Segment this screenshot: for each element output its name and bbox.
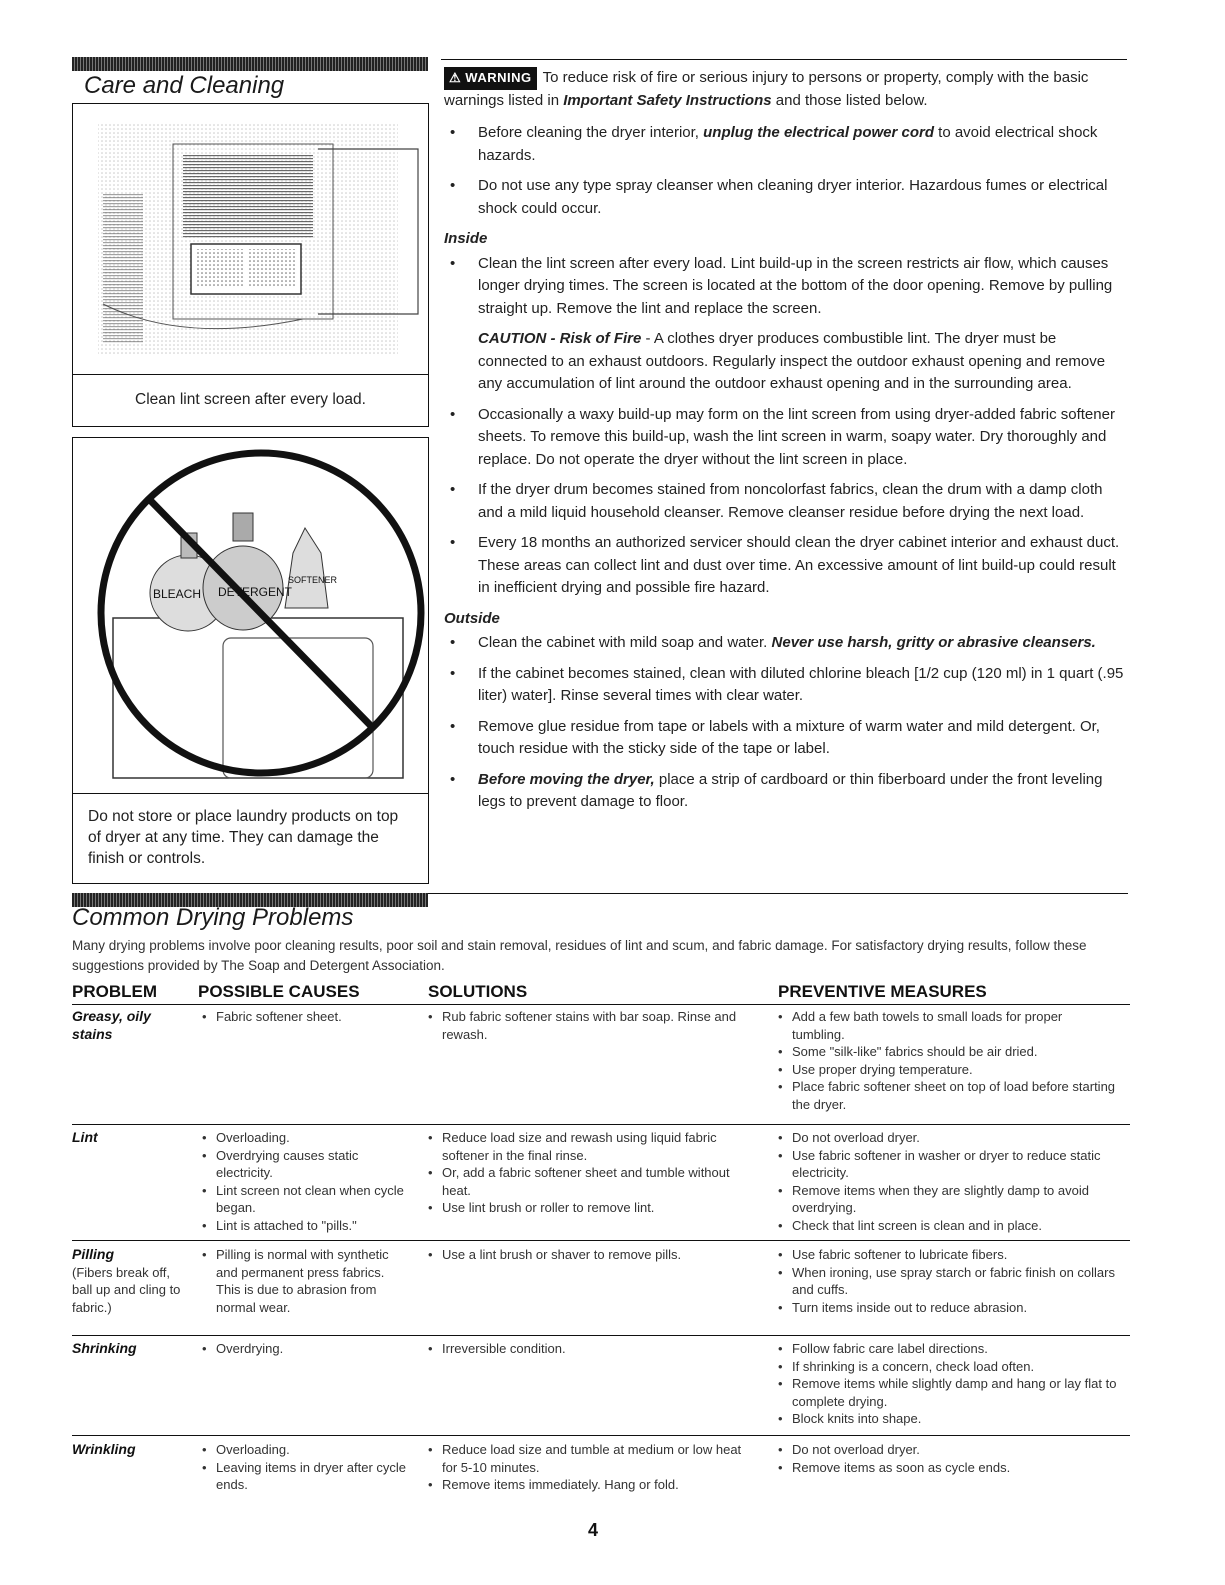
caution-text: - A clothes dryer produces combustible lint. The dryer must be connected to an exhaust outdoors. Regularly inspect the outdoor exhaust opening and remove any accumulation of lint around the outdoor exhaust opening and in the surrounding area. bbox=[478, 330, 1106, 392]
lint-screen-illustration bbox=[73, 104, 428, 374]
list-item: • Or, add a fabric softener sheet and tumble without heat. bbox=[428, 1164, 748, 1199]
problem-cell: Shrinking bbox=[72, 1340, 137, 1356]
list-item: • Lint screen not clean when cycle began. bbox=[202, 1182, 407, 1217]
list-item: • Use fabric softener to lubricate fibers. bbox=[778, 1246, 1118, 1264]
inside-3-text: If the dryer drum becomes stained from noncolorfast fabrics, clean the drum with a damp cloth and a mild liquid household cleanser. Remove cleanser residue before drying the next load. bbox=[478, 481, 1103, 521]
col-header-problem: PROBLEM bbox=[72, 982, 157, 1001]
warning-badge: ⚠ WARNING bbox=[444, 67, 537, 90]
list-item: • Overloading. bbox=[202, 1441, 407, 1459]
list-item bbox=[444, 532, 1128, 600]
table-row bbox=[72, 1340, 1130, 1434]
col-header-solutions: SOLUTIONS bbox=[428, 982, 528, 1001]
measures-cell bbox=[778, 1441, 1118, 1476]
list-item: • Reduce load size and rewash using liquid fabric softener in the final rinse. bbox=[428, 1129, 748, 1164]
list-item bbox=[444, 253, 1128, 396]
measures-cell bbox=[778, 1008, 1118, 1113]
warning-text-c: and those listed below. bbox=[771, 91, 928, 109]
bleach-label: BLEACH bbox=[153, 587, 202, 601]
col-header-causes: POSSIBLE CAUSES bbox=[198, 982, 360, 1001]
caution-paragraph bbox=[478, 328, 1128, 396]
problem-label: Pilling bbox=[72, 1246, 114, 1262]
general-2-text: Do not use any type spray cleanser when cleaning dryer interior. Hazardous fumes or electrical shock could occur. bbox=[478, 177, 1108, 217]
list-item: • Reduce load size and tumble at medium or low heat for 5-10 minutes. bbox=[428, 1441, 748, 1476]
col-header-measures: PREVENTIVE MEASURES bbox=[778, 982, 987, 1001]
list-item: • Leaving items in dryer after cycle ends. bbox=[202, 1459, 407, 1494]
section-rule-care bbox=[72, 57, 428, 71]
problem-note: (Fibers break off, ball up and cling to fabric.) bbox=[72, 1264, 181, 1315]
warning-badge-label: WARNING bbox=[465, 70, 532, 85]
general-warnings-list bbox=[444, 122, 1128, 220]
inside-4-text: Every 18 months an authorized servicer should clean the dryer cabinet interior and exhaust duct. These areas can collect lint and dust over time. An excessive amount of lint build-up could result in inefficient drying and possible fire hazard. bbox=[478, 534, 1120, 596]
outside-1-emphasis: Never use harsh, gritty or abrasive cleansers. bbox=[771, 634, 1096, 651]
table-row bbox=[72, 1129, 1130, 1239]
list-item: • Do not overload dryer. bbox=[778, 1129, 1118, 1147]
list-item: • Remove items as soon as cycle ends. bbox=[778, 1459, 1118, 1477]
laundry-products-figure bbox=[72, 437, 429, 884]
list-item bbox=[444, 632, 1128, 655]
figure1-caption: Clean lint screen after every load. bbox=[135, 391, 366, 408]
inside-heading: Inside bbox=[444, 230, 488, 247]
table-row-divider bbox=[72, 1335, 1130, 1336]
list-item: • Overloading. bbox=[202, 1129, 407, 1147]
table-row bbox=[72, 1008, 1130, 1123]
outside-1-text: Clean the cabinet with mild soap and water. bbox=[478, 634, 772, 651]
figure2-divider bbox=[73, 793, 428, 794]
list-item: • Do not overload dryer. bbox=[778, 1441, 1118, 1459]
list-item: • Use proper drying temperature. bbox=[778, 1061, 1118, 1079]
list-item bbox=[444, 663, 1128, 708]
outside-2-text: If the cabinet becomes stained, clean with diluted chlorine bleach [1/2 cup (120 ml) in 1 quart (.95 liter) water]. Rinse several times with clear water. bbox=[478, 664, 1124, 704]
general-1-text: Before cleaning the dryer interior, bbox=[478, 124, 704, 141]
list-item: • Irreversible condition. bbox=[428, 1340, 748, 1358]
top-rule bbox=[441, 59, 1127, 60]
list-item: • Pilling is normal with synthetic and permanent press fabrics. This is due to abrasion from normal wear. bbox=[202, 1246, 407, 1316]
list-item: • Overdrying causes static electricity. bbox=[202, 1147, 407, 1182]
list-item: • Fabric softener sheet. bbox=[202, 1008, 407, 1026]
general-1-text-end: to avoid electrical shock hazards. bbox=[478, 124, 1098, 164]
table-row-divider bbox=[72, 1124, 1130, 1125]
causes-cell bbox=[202, 1008, 407, 1026]
list-item: • Remove items immediately. Hang or fold. bbox=[428, 1476, 748, 1494]
care-title: Care and Cleaning bbox=[84, 72, 285, 99]
problems-intro: Many drying problems involve poor cleaning results, poor soil and stain removal, residues of lint and scum, and fabric damage. For satisfactory drying results, follow these suggestions provided by The Soap and Detergent Association. bbox=[72, 938, 1087, 973]
solutions-cell bbox=[428, 1129, 748, 1217]
list-item: • Block knits into shape. bbox=[778, 1410, 1118, 1428]
outside-3-text: Remove glue residue from tape or labels with a mixture of warm water and mild detergent. Or, touch residue with the sticky side of the tape or label. bbox=[478, 717, 1100, 757]
list-item: • Some "silk-like" fabrics should be air dried. bbox=[778, 1043, 1118, 1061]
prohibited-products-illustration bbox=[73, 438, 428, 793]
list-item: • Use fabric softener in washer or dryer to reduce static electricity. bbox=[778, 1147, 1118, 1182]
problem-cell: Greasy, oily stains bbox=[72, 1008, 151, 1042]
measures-cell bbox=[778, 1246, 1118, 1316]
list-item: • Use a lint brush or shaver to remove pills. bbox=[428, 1246, 748, 1264]
solutions-cell bbox=[428, 1441, 748, 1494]
list-item: • Check that lint screen is clean and in place. bbox=[778, 1217, 1118, 1235]
outside-4-text: place a strip of cardboard or thin fiberboard under the front leveling legs to prevent damage to floor. bbox=[478, 770, 1103, 810]
table-row-divider bbox=[72, 1435, 1130, 1436]
softener-label: SOFTENER bbox=[288, 575, 338, 585]
inside-2-text: Occasionally a waxy build-up may form on the lint screen from using dryer-added fabric softener sheets. To remove this build-up, wash the lint screen in warm, soapy water. Dry thoroughly and replace. Do not operate the dryer without the lint screen in place. bbox=[478, 405, 1115, 468]
outside-4-emphasis: Before moving the dryer, bbox=[478, 770, 655, 788]
inside-1-text: • Clean the lint screen after every load. Lint build-up in the screen restricts air flow, which causes longer drying times. The screen is located at the bottom of the door opening. Remove by pulling straight up. Remove the lint and replace the screen. bbox=[478, 254, 1113, 317]
list-item: • Place fabric softener sheet on top of load before starting the dryer. bbox=[778, 1078, 1118, 1113]
list-item bbox=[444, 716, 1128, 761]
list-item: • When ironing, use spray starch or fabric finish on collars and cuffs. bbox=[778, 1264, 1118, 1299]
list-item: • Turn items inside out to reduce abrasion. bbox=[778, 1299, 1118, 1317]
outside-heading: Outside bbox=[444, 609, 500, 627]
causes-cell bbox=[202, 1340, 407, 1358]
list-item: • Follow fabric care label directions. bbox=[778, 1340, 1118, 1358]
list-item: • Remove items while slightly damp and hang or lay flat to complete drying. bbox=[778, 1375, 1118, 1410]
inside-list bbox=[444, 253, 1128, 600]
problem-cell: Wrinkling bbox=[72, 1441, 136, 1457]
causes-cell bbox=[202, 1441, 407, 1494]
list-item: • Overdrying. bbox=[202, 1340, 407, 1358]
page-number: 4 bbox=[588, 1520, 599, 1540]
list-item bbox=[444, 479, 1128, 524]
measures-cell bbox=[778, 1129, 1118, 1234]
warning-text-b: Important Safety Instructions bbox=[563, 91, 772, 109]
list-item: • Lint is attached to "pills." bbox=[202, 1217, 407, 1235]
table-row-divider bbox=[72, 1240, 1130, 1241]
problems-title: Common Drying Problems bbox=[72, 904, 354, 931]
table-row bbox=[72, 1441, 1130, 1501]
header-rule bbox=[72, 1004, 1130, 1005]
care-instructions bbox=[444, 67, 1128, 822]
general-1-emphasis: unplug the electrical power cord bbox=[703, 124, 934, 141]
causes-cell bbox=[202, 1246, 407, 1316]
solutions-cell bbox=[428, 1246, 748, 1264]
warning-text-a: To reduce risk of fire or serious injury to persons or property, comply with the basic warnings listed in bbox=[444, 69, 1089, 109]
table-row bbox=[72, 1246, 1130, 1334]
outside-list bbox=[444, 632, 1128, 814]
list-item bbox=[444, 122, 1128, 167]
problems-top-rule bbox=[428, 893, 1128, 894]
problem-cell bbox=[72, 1246, 192, 1316]
list-item bbox=[444, 769, 1128, 814]
detergent-label: DETERGENT bbox=[218, 585, 293, 599]
warning-paragraph bbox=[444, 67, 1128, 112]
causes-cell bbox=[202, 1129, 407, 1234]
list-item bbox=[444, 404, 1128, 472]
list-item: • Use lint brush or roller to remove lint. bbox=[428, 1199, 748, 1217]
problem-cell: Lint bbox=[72, 1129, 98, 1145]
measures-cell bbox=[778, 1340, 1118, 1428]
list-item: • Add a few bath towels to small loads for proper tumbling. bbox=[778, 1008, 1118, 1043]
caution-emphasis: CAUTION - Risk of Fire bbox=[478, 330, 642, 347]
solutions-cell bbox=[428, 1340, 748, 1358]
list-item: • Rub fabric softener stains with bar soap. Rinse and rewash. bbox=[428, 1008, 748, 1043]
figure1-divider bbox=[73, 374, 428, 375]
list-item: • If shrinking is a concern, check load often. bbox=[778, 1358, 1118, 1376]
list-item: • Remove items when they are slightly damp to avoid overdrying. bbox=[778, 1182, 1118, 1217]
figure2-caption: Do not store or place laundry products on top of dryer at any time. They can damage the finish or controls. bbox=[88, 808, 399, 867]
lint-screen-figure bbox=[72, 103, 429, 427]
list-item bbox=[444, 175, 1128, 220]
solutions-cell bbox=[428, 1008, 748, 1043]
